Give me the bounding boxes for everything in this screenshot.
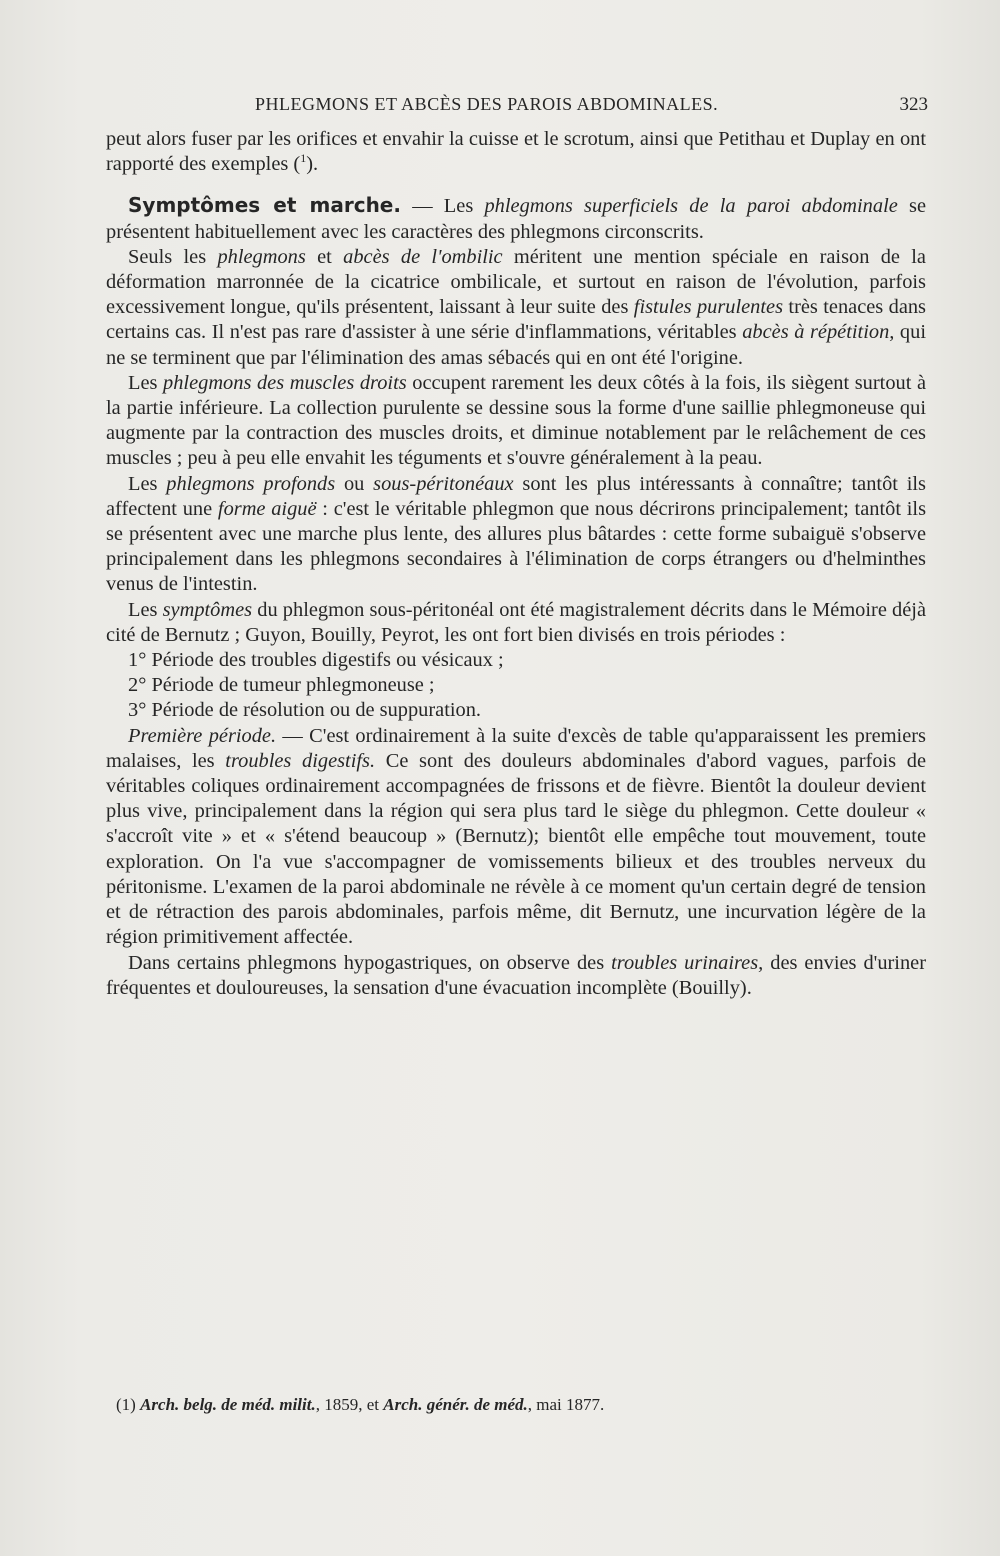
footnote-mark: (1)	[116, 1395, 136, 1414]
footnote: (1) Arch. belg. de méd. milit., 1859, et Arch. génér. de méd., mai 1877.	[116, 1395, 605, 1414]
spacer	[106, 177, 926, 193]
paragraph-ombilic: Seuls les phlegmons et abcès de l'ombilic méritent une mention spéciale en raison de la déformation marronnée de la cicatrice ombilicale, et surtout en raison de l'évolution, parfois excessivement longue, qu'ils présentent, laissant à leur suite des fistules purulentes très tenaces dans certains cas. Il n'est pas rare d'assister à une série d'inflammations, véritables abcès à répétition, qui ne se terminent que par l'élimination des amas sébacés qui en ont été l'origine.	[106, 245, 926, 369]
section-heading: Symptômes et marche.	[128, 193, 401, 218]
list-item: 3° Période de résolution ou de suppuration.	[128, 699, 482, 722]
paragraph-troubles-urinaires: Dans certains phlegmons hypogastriques, on observe des troubles urinaires, des envies d'uriner fréquentes et douloureuses, la sensation d'une évacuation incomplète (Bouilly).	[106, 951, 927, 999]
paragraph-phlegmons-profonds: Les phlegmons profonds ou sous-péritonéaux sont les plus intéressants à connaître; tantôt ils affectent une forme aiguë : c'est le véritable phlegmon que nous décrirons principalement; tantôt ils se présentent avec une marche plus lente, des allures plus bâtardes : cette forme subaiguë s'observe principalement dans les phlegmons secondaires à l'élimination de corps étrangers ou d'helminthes venus de l'intestin.	[106, 472, 927, 596]
list-item: 2° Période de tumeur phlegmoneuse ;	[128, 674, 435, 697]
list-item: 1° Période des troubles digestifs ou vésicaux ;	[128, 649, 504, 672]
paragraph-premiere-periode: Première période. — C'est ordinairement à la suite d'excès de table qu'apparaissent les premiers malaises, les troubles digestifs. Ce sont des douleurs abdominales d'abord vagues, parfois de véritables coliques ordinairement accompagnées de frissons et de fièvre. Bientôt la douleur devient plus vive, principalement dans la région qui sera plus tard le siège du phlegmon. Cette douleur « s'accroît vite » et « s'étend beaucoup » (Bernutz); bientôt elle empêche tout mouvement, toute exploration. On l'a vue s'accompagner de vomissements bilieux et des troubles nerveux du péritonisme. L'examen de la paroi abdominale ne révèle à ce moment qu'un certain degré de tension et de rétraction des parois abdominales, parfois même, dit Bernutz, une incurvation légère de la région primitivement affectée.	[106, 724, 926, 949]
body-text	[106, 127, 926, 1001]
page-header	[110, 94, 928, 122]
paragraph-continuation: peut alors fuser par les orifices et envahir la cuisse et le scrotum, ainsi que Petithau et Duplay en ont rapporté des exemples ($^1$).	[106, 128, 926, 176]
paragraph-symptomes: Les symptômes du phlegmon sous-péritonéal ont été magistralement décrits dans le Mémoire déjà cité de Bernutz ; Guyon, Bouilly, Peyrot, les ont fort bien divisés en trois périodes :	[106, 598, 926, 646]
period-list	[106, 648, 926, 724]
running-head: PHLEGMONS ET ABCÈS DES PAROIS ABDOMINALES.	[255, 94, 719, 114]
section-paragraph: Symptômes et marche. — Les phlegmons superficiels de la paroi abdominale se présentent habituellement avec les caractères des phlegmons circonscrits.	[106, 193, 926, 243]
paragraph-muscles-droits: Les phlegmons des muscles droits occupent rarement les deux côtés à la fois, ils siègent surtout à la partie inférieure. La collection purulente se dessine sous la forme d'une saillie phlegmoneuse qui augmente par la contraction des muscles droits, et diminue notablement par le relâchement de ces muscles ; peu à peu elle envahit les téguments et s'ouvre généralement à la peau.	[106, 371, 926, 470]
page-number: 323	[899, 94, 928, 115]
footnote-ref[interactable]: 1	[300, 151, 307, 166]
